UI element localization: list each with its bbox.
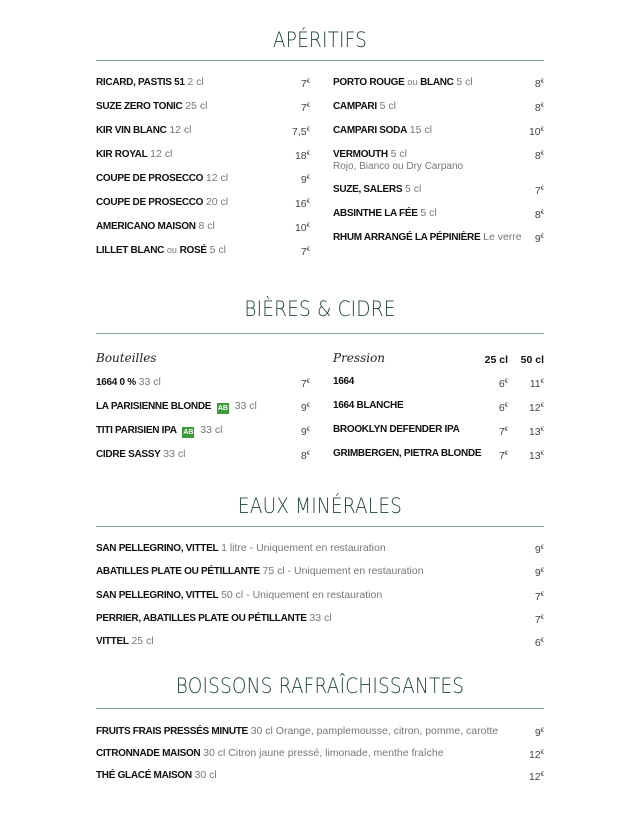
euro-symbol: € [504,403,508,409]
menu-item [333,148,544,183]
menu-item [96,124,310,148]
price-value: 9 [534,727,541,739]
euro-symbol: € [540,403,544,409]
menu-item [96,747,544,769]
item-detail: 33 cl [309,611,332,624]
menu-item [333,400,544,424]
price-value: 7 [300,78,307,90]
item-name: CAMPARI SODA [333,125,407,136]
pression-column [333,352,544,472]
price-value: 6 [498,402,505,414]
menu-item [96,635,544,658]
item-name: COUPE DE PROSECCO [96,197,204,208]
item-name-2: BLANC [420,77,454,88]
euro-symbol: € [306,451,310,457]
price-25cl [499,424,508,438]
price-value: 12 [528,749,541,761]
item-price [301,244,310,258]
item-price [292,124,310,138]
item-name: LILLET BLANC [96,245,165,256]
item-price [301,400,310,414]
menu-item [333,424,544,448]
price-value: 7 [534,590,541,603]
item-detail: 30 cl Citron jaune pressé, limonade, menthe fraîche [203,747,444,759]
euro-symbol: € [540,568,544,575]
price-value: 7 [498,426,505,438]
item-price [535,612,544,626]
menu-item [96,424,310,448]
menu-item [96,769,544,791]
item-name: RICARD, PASTIS 51 [96,77,185,88]
item-detail: 2 cl [187,76,204,88]
item-price [295,220,310,234]
item-price [529,769,544,783]
euro-symbol: € [540,379,544,385]
item-detail: 25 cl [131,635,154,648]
price-value: 9 [534,544,541,556]
item-name: RHUM ARRANGÉ LA PÉPINIÈRE [333,232,481,243]
price-25cl [499,448,508,462]
item-detail: 50 cl - Uniquement en restauration [221,588,383,601]
price-value: 11 [529,378,541,390]
menu-item [96,100,310,124]
item-name: TITI PARISIEN IPA [96,425,177,436]
euro-symbol: € [306,247,310,253]
item-price [301,448,310,462]
item-connector: ou [407,77,418,87]
item-price [301,76,310,90]
divider [96,708,544,709]
pression-list [333,376,544,472]
euro-symbol: € [540,103,544,109]
item-price [535,635,544,649]
menu-item [96,589,544,612]
size-50cl-header: 50 cl [520,354,544,366]
item-detail: Le verre [483,231,522,243]
menu-item [333,207,544,231]
price-value: 7 [498,450,505,462]
euro-symbol: € [540,151,544,157]
item-name: AMERICANO MAISON [96,221,196,232]
menu-item [333,183,544,207]
menu-item [96,725,544,747]
price-value: 12 [528,402,541,414]
price-50cl [529,400,544,414]
price-value: 8 [300,450,307,462]
price-value: 10 [294,222,307,234]
item-name: KIR ROYAL [96,149,148,160]
euro-symbol: € [306,175,310,181]
price-value: 16 [294,198,307,210]
euro-symbol: € [540,451,544,457]
menu-item [96,172,310,196]
item-detail: 20 cl [205,196,229,208]
price-50cl [529,424,544,438]
divider [96,60,544,61]
item-price [301,172,310,186]
section-title: APÉRITIFS [272,28,368,52]
item-name: 1664 0 % [96,377,136,388]
item-name: PERRIER, ABATILLES PLATE OU PÉTILLANTE [96,612,307,624]
item-detail: 5 cl [420,207,437,219]
euro-symbol: € [540,210,544,216]
euro-symbol: € [540,545,544,551]
section-title: EAUX MINÉRALES [237,494,403,518]
boissons-list [96,725,544,791]
price-value: 8 [534,102,541,114]
item-detail: 12 cl [169,124,192,136]
item-price [535,231,544,245]
item-name: SAN PELLEGRINO, VITTEL [96,589,219,601]
menu-item [333,448,544,472]
item-detail: 5 cl [390,148,407,160]
organic-ab-badge-icon: AB [217,405,228,412]
price-value: 6 [498,378,505,390]
price-value: 8 [534,78,541,90]
item-name: VERMOUTH [333,149,388,160]
euro-symbol: € [306,223,310,229]
euro-symbol: € [306,199,310,205]
item-price [535,725,544,739]
item-detail: 5 cl [456,76,473,88]
item-name: SUZE ZERO TONIC [96,101,183,112]
menu-item [333,124,544,148]
organic-ab-badge-icon: AB [183,429,194,436]
euro-symbol: € [540,234,544,240]
euro-symbol: € [306,79,310,85]
price-25cl [499,400,508,414]
menu-item [96,542,544,565]
item-name: CAMPARI [333,101,377,112]
item-detail: 1 litre - Uniquement en restauration [221,542,386,554]
item-name: BROOKLYN DEFENDER IPA [333,424,460,435]
price-50cl [529,448,544,462]
item-subtitle: Rojo, Bianco ou Dry Carpano [333,161,464,172]
item-price [295,196,310,210]
menu-item [96,196,310,220]
price-value: 7,5 [292,126,307,138]
euro-symbol: € [306,427,310,433]
menu-item [333,231,544,255]
size-25cl-header: 25 cl [484,354,508,366]
item-price [295,148,310,162]
item-name: CITRONNADE MAISON [96,748,201,759]
menu-item [333,76,544,100]
item-name: ABATILLES PLATE OU PÉTILLANTE [96,566,260,578]
price-value: 9 [300,402,307,414]
pression-label: Pression [333,351,386,365]
section-title: BIÈRES & CIDRE [244,297,396,321]
item-detail: 25 cl [185,100,208,112]
item-price [535,76,544,90]
item-name: PORTO ROUGE [333,77,405,88]
item-price [529,124,544,138]
price-value: 9 [300,426,307,438]
item-price [301,424,310,438]
euro-symbol: € [306,379,310,385]
item-detail: 33 cl [138,376,161,388]
item-name: SUZE, SALERS [333,184,403,195]
item-name: 1664 BLANCHE [333,400,404,411]
section-title: BOISSONS RAFRAÎCHISSANTES [175,674,465,698]
euro-symbol: € [504,427,508,433]
item-detail: 30 cl [194,769,217,781]
item-detail: 33 cl [163,448,186,460]
menu-item [96,612,544,635]
item-detail: 5 cl [404,183,422,195]
euro-symbol: € [540,127,544,133]
aperitifs-left-list [96,76,310,268]
price-value: 7 [534,185,541,197]
item-detail: 8 cl [198,220,215,232]
item-name: LA PARISIENNE BLONDE [96,401,212,412]
item-price [535,589,544,603]
item-name: SAN PELLEGRINO, VITTEL [96,543,219,554]
menu-item [96,376,310,400]
item-detail: 12 cl [205,172,229,184]
item-price [535,148,544,162]
price-25cl [499,376,508,390]
price-value: 12 [528,771,541,783]
euro-symbol: € [540,750,544,756]
divider [96,526,544,527]
item-price [301,100,310,114]
divider [96,333,544,334]
item-detail: 30 cl Orange, pamplemousse, citron, pomme, carotte [250,725,499,737]
price-value: 9 [534,567,541,580]
item-detail: 5 cl [379,100,396,112]
menu-item [96,76,310,100]
price-value: 9 [534,233,541,245]
item-name: CIDRE SASSY [96,449,161,460]
euro-symbol: € [540,638,544,645]
euro-symbol: € [306,151,310,157]
item-detail: 5 cl [209,244,226,256]
price-value: 10 [528,126,541,138]
euro-symbol: € [540,427,544,433]
item-detail: 15 cl [409,124,432,136]
item-name: 1664 [333,376,355,387]
price-value: 8 [534,209,541,221]
item-name: COUPE DE PROSECCO [96,173,204,184]
euro-symbol: € [504,451,508,457]
item-name-2: ROSÉ [179,245,207,256]
bouteilles-list [96,376,310,472]
price-50cl [530,376,544,390]
menu-item [333,100,544,124]
item-detail: 12 cl [150,148,173,160]
price-value: 6 [534,637,541,650]
bouteilles-label: Bouteilles [96,351,157,365]
item-price [529,747,544,761]
item-detail: 75 cl - Uniquement en restauration [262,565,424,578]
euro-symbol: € [540,186,544,192]
bouteilles-column [96,352,310,472]
euro-symbol: € [306,403,310,409]
euro-symbol: € [306,103,310,109]
price-value: 9 [300,174,307,186]
menu-item [96,244,310,268]
menu-item [96,220,310,244]
euro-symbol: € [540,591,544,598]
menu-item [333,376,544,400]
price-value: 7 [534,613,541,626]
item-price [301,376,310,390]
price-value: 7 [300,102,307,114]
price-value: 18 [294,150,307,162]
price-value: 13 [528,426,541,438]
euro-symbol: € [540,772,544,778]
item-detail: 33 cl [200,424,223,436]
item-name: GRIMBERGEN, PIETRA BLONDE [333,448,482,459]
item-detail: 33 cl [234,400,257,412]
item-price [535,542,544,556]
item-connector: ou [166,245,177,255]
price-value: 8 [534,150,541,162]
euro-symbol: € [306,127,310,133]
item-name: THÉ GLACÉ MAISON [96,770,192,781]
eaux-list [96,542,544,658]
euro-symbol: € [504,379,508,385]
item-name: ABSINTHE LA FÉE [333,208,418,219]
price-value: 13 [528,450,541,462]
euro-symbol: € [540,79,544,85]
menu-item [96,148,310,172]
euro-symbol: € [540,614,544,621]
euro-symbol: € [540,728,544,734]
price-value: 7 [300,378,307,390]
item-name: FRUITS FRAIS PRESSÉS MINUTE [96,726,248,737]
menu-item [96,565,544,588]
item-price [535,183,544,197]
item-price [535,565,544,579]
menu-item [96,400,310,424]
item-name: KIR VIN BLANC [96,125,167,136]
price-value: 7 [300,246,307,258]
aperitifs-right-list [333,76,544,255]
item-name: VITTEL [96,636,129,648]
item-price [535,207,544,221]
menu-item [96,448,310,472]
item-price [535,100,544,114]
